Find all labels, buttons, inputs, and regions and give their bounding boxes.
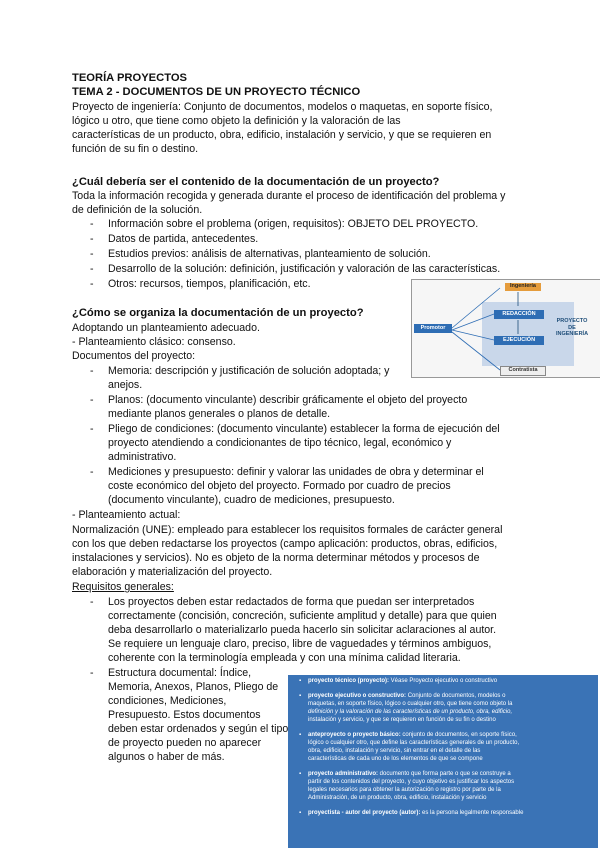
dash-bullet: -: [90, 466, 94, 478]
panel-term: anteproyecto o proyecto básico:: [308, 732, 401, 738]
redaccion-box: REDACCIÓN: [494, 310, 544, 319]
planos-line: Planos: (documento vinculante) describir gráficamente el objeto del proyecto: [108, 394, 468, 406]
mediciones-line: Mediciones y presupuesto: definir y valorar las unidades de obra y determinar el: [108, 466, 484, 478]
dash-bullet: -: [90, 248, 94, 260]
panel-text: Conjunto de documentos, modelos o: [406, 693, 506, 699]
section2-line: Adoptando un planteamiento adecuado.: [72, 322, 260, 334]
pliego-line: Pliego de condiciones: (documento vinculante) establecer la forma de ejecución del: [108, 423, 500, 435]
mediciones-line: (documento vinculante), cuadro de mediciones, presupuesto.: [108, 494, 395, 506]
dash-bullet: -: [90, 263, 94, 275]
list-item: Otros: recursos, tiempos, planificación, etc.: [108, 278, 311, 290]
planos-line: mediante planos generales o planos de detalle.: [108, 408, 331, 420]
actual-line: con los que deben redactarse los proyectos (campo aplicación: productos, obras, edificios,: [72, 538, 498, 550]
panel-line: legales necesarios para obtener la autorización o registro por parte de la: [308, 787, 501, 793]
panel-line: [308, 693, 505, 701]
estructura-line: Estructura documental: Índice,: [108, 667, 252, 679]
bullet-icon: ▪: [299, 732, 302, 738]
estructura-line: algunos o haber de más.: [108, 751, 225, 763]
estructura-line: Memoria, Anexos, Planos, Pliego de: [108, 681, 279, 693]
panel-term: proyecto ejecutivo o constructivo:: [308, 693, 407, 699]
actual-line: Normalización (UNE): empleado para establecer los requisitos formales de carácter general: [72, 524, 503, 536]
ingenieria-box: Ingeniería: [505, 283, 541, 291]
actual-line: instalaciones y servicios). No es objeto de la norma determinar métodos y procesos de: [72, 552, 480, 564]
panel-line: partir de los contenidos del proyecto, y cuyo objetivo es justificar los aspectos: [308, 779, 515, 785]
panel-line: [308, 678, 497, 686]
list-item: Estudios previos: análisis de alternativas, planteamiento de solución.: [108, 248, 431, 260]
contratista-box: Contratista: [500, 366, 546, 376]
panel-text: es la persona legalmente responsable: [420, 810, 524, 816]
definitions-panel: [288, 675, 598, 848]
panel-text: conjunto de documentos, en soporte físico,: [400, 732, 517, 738]
actual-line: elaboración y materialización del proyecto.: [72, 566, 273, 578]
promotor-box: Promotor: [414, 324, 452, 333]
section1-line: de definición de la solución.: [72, 204, 203, 216]
requisitos-line: correctamente (concisión, concreción, suficiente amplitud y detalle) para que quien: [108, 610, 497, 622]
bullet-icon: ▪: [299, 810, 302, 816]
panel-line: [308, 732, 517, 740]
project-diagram: [411, 279, 600, 378]
requisitos-line: deba desarrollarlo o materializarlo pueda hacerlo sin solicitar aclaraciones al autor.: [108, 624, 497, 636]
dash-bullet: -: [90, 365, 94, 377]
panel-term: proyecto técnico (proyecto):: [308, 678, 390, 684]
dash-bullet: -: [90, 278, 94, 290]
proyecto-label-line: PROYECTO: [556, 318, 588, 324]
panel-line: maquetas, en soporte físico, lógico o cualquier otro, que tiene como objeto la: [308, 701, 513, 707]
bullet-icon: ▪: [299, 693, 302, 699]
proyecto-label-line: INGENIERÍA: [555, 331, 589, 337]
panel-line: características de cada uno de los elementos de que se compone: [308, 756, 483, 762]
bullet-icon: ▪: [299, 678, 302, 684]
dash-bullet: -: [90, 596, 94, 608]
mediciones-line: coste económico del objeto del proyecto. Formado por cuadro de precios: [108, 480, 451, 492]
section2-line: - Planteamiento clásico: consenso.: [72, 336, 236, 348]
panel-term: proyectista - autor del proyecto (autor):: [308, 810, 421, 816]
requisitos-line: coherente con la terminología empleada y con una mínima calidad literaria.: [108, 652, 461, 664]
section1-question: ¿Cuál debería ser el contenido de la documentación de un proyecto?: [72, 176, 440, 188]
panel-line: obra, edificio, instalación y servicio, sin entrar en el detalle de las: [308, 748, 481, 754]
bullet-icon: ▪: [299, 771, 302, 777]
panel-text: Véase Proyecto ejecutivo o constructivo: [389, 678, 498, 684]
section2-line: Documentos del proyecto:: [72, 350, 196, 362]
panel-line: lógico o cualquier otro, que define las características generales de un producto,: [308, 740, 520, 746]
estructura-line: deben estar ordenados y según el tipo: [108, 723, 289, 735]
panel-line: instalación y servicio, y que se requieren en función de su fin o destino: [308, 717, 496, 723]
doc-title: TEORÍA PROYECTOS: [72, 72, 187, 84]
intro-line: características de un producto, obra, edificio, instalación y servicio, y que se requieren en: [72, 129, 492, 141]
dash-bullet: -: [90, 423, 94, 435]
requisitos-label: Requisitos generales:: [72, 581, 174, 593]
list-item: Desarrollo de la solución: definición, justificación y valoración de las características.: [108, 263, 501, 275]
dash-bullet: -: [90, 218, 94, 230]
pliego-line: administrativo.: [108, 451, 177, 463]
memoria-line: anejos.: [108, 379, 143, 391]
section2-question: ¿Cómo se organiza la documentación de un proyecto?: [72, 307, 364, 319]
intro-line: Proyecto de ingeniería: Conjunto de documentos, modelos o maquetas, en soporte físico,: [72, 101, 493, 113]
dash-bullet: -: [90, 667, 94, 679]
section1-line: Toda la información recogida y generada durante el proceso de identificación del problema y: [72, 190, 506, 202]
intro-line: lógico u otro, que tiene como objeto la definición y la valoración de las: [72, 115, 401, 127]
panel-line: Administración, de un producto, obra, edificio, instalación y servicio: [308, 795, 487, 801]
intro-line: función de su fin o destino.: [72, 143, 199, 155]
estructura-line: condiciones, Mediciones,: [108, 695, 227, 707]
panel-line: [308, 771, 511, 779]
estructura-line: de proyecto pueden no aparecer: [108, 737, 262, 749]
doc-subtitle: TEMA 2 - DOCUMENTOS DE UN PROYECTO TÉCNICO: [72, 86, 361, 98]
panel-line: definición y la valoración de las características de un producto, obra, edificio,: [308, 709, 513, 715]
panel-term: proyecto administrativo:: [308, 771, 379, 777]
requisitos-line: Los proyectos deben estar redactados de forma que puedan ser interpretados: [108, 596, 475, 608]
requisitos-line: Se requiere un lenguaje claro, preciso, libre de vaguedades y términos ambiguos,: [108, 638, 492, 650]
list-item: Datos de partida, antecedentes.: [108, 233, 259, 245]
proyecto-label-line: DE: [568, 324, 576, 331]
list-item: Información sobre el problema (origen, requisitos): OBJETO DEL PROYECTO.: [108, 218, 479, 230]
panel-text: documento que forma parte o que se construye a: [378, 771, 511, 777]
ejecucion-box: EJECUCIÓN: [494, 336, 544, 345]
proyecto-label: [550, 318, 594, 338]
estructura-line: Presupuesto. Estos documentos: [108, 709, 261, 721]
pliego-line: proyecto atendiendo a condicionantes de tipo técnico, legal, económico y: [108, 437, 452, 449]
panel-line: [308, 810, 523, 818]
memoria-line: Memoria: descripción y justificación de solución adoptada; y: [108, 365, 390, 377]
dash-bullet: -: [90, 394, 94, 406]
actual-label: - Planteamiento actual:: [72, 509, 181, 521]
dash-bullet: -: [90, 233, 94, 245]
